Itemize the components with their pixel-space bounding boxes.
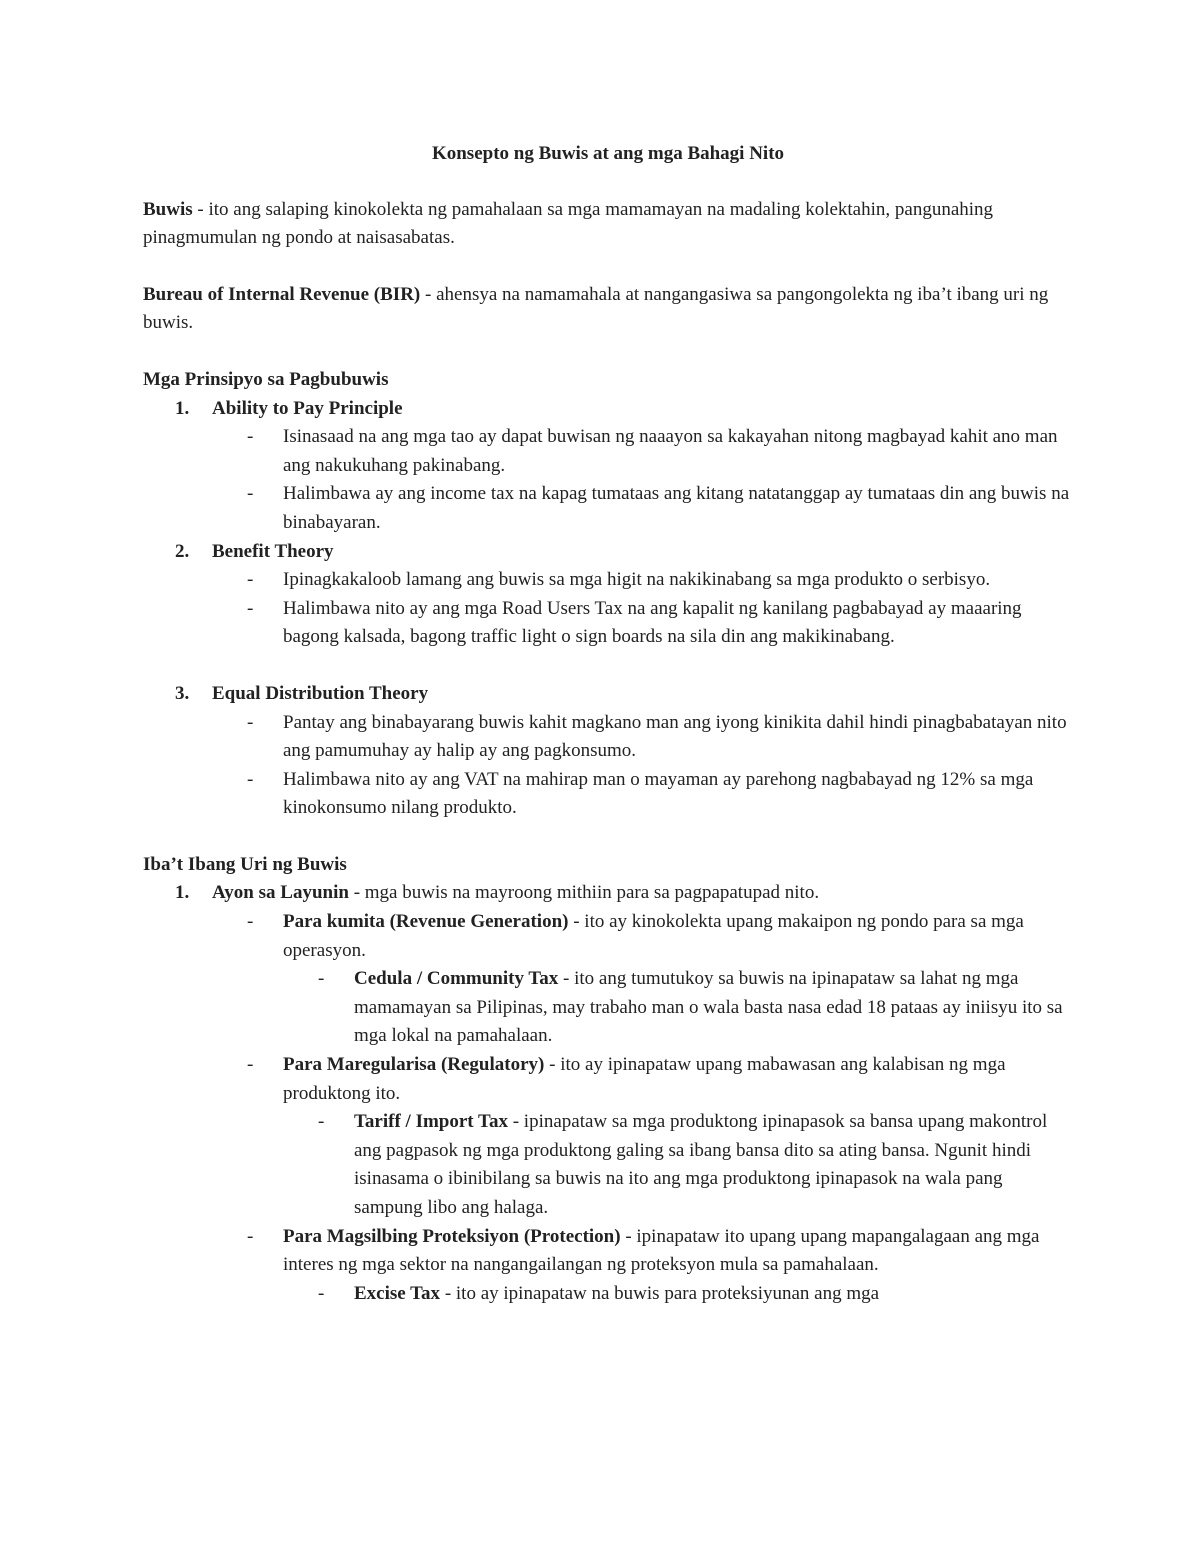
sub-type-text: - ito ay kinokolekta upang makaipon ng pondo para sa mga operasyon.	[283, 911, 1024, 961]
example-label: Excise Tax	[354, 1282, 441, 1304]
bullet-point	[143, 595, 1073, 652]
item-text: - mga buwis na mayroong mithiin para sa pagpapatupad nito.	[348, 882, 820, 904]
dash-marker: -	[247, 911, 254, 933]
item-label: Benefit Theory	[212, 540, 334, 562]
definition-text: - ahensya na namamahala at nangangasiwa sa pangongolekta ng iba’t ibang uri ng buwis.	[143, 283, 1049, 334]
example-text: - ito ang tumutukoy sa buwis na ipinapataw sa lahat ng mga mamamayan sa Pilipinas, may trabaho man o wala basta nasa edad 18 pataas ay iniisyu ito sa mga lokal na pamahalaan.	[354, 968, 1063, 1047]
example-item	[143, 1108, 1073, 1222]
sub-type-label: Para Maregularisa (Regulatory)	[283, 1054, 545, 1076]
bullet-text: Halimbawa ay ang income tax na kapag tumataas ang kitang natatanggap ay tumataas din ang buwis na binabayaran.	[283, 483, 1070, 533]
section-heading-types: Iba’t Ibang Uri ng Buwis	[143, 853, 347, 875]
example-label: Cedula / Community Tax	[354, 968, 559, 990]
item-number: 1.	[175, 882, 190, 904]
bullet-point	[143, 566, 1073, 595]
dash-marker: -	[318, 1282, 325, 1304]
dash-marker: -	[247, 711, 254, 733]
document-page	[143, 140, 1073, 1308]
example-label: Tariff / Import Tax	[354, 1111, 508, 1133]
sub-type	[143, 1051, 1073, 1108]
sub-type-text: - ipinapataw ito upang upang mapangalagaan ang mga interes ng mga sektor na nangangailangan ng proteksyon mula sa pamahalaan.	[283, 1225, 1040, 1276]
dash-marker: -	[318, 968, 325, 990]
example-item	[143, 1280, 1073, 1309]
item-number: 3.	[175, 682, 190, 704]
sub-type-text: - ito ay ipinapataw upang mabawasan ang kalabisan ng mga produktong ito.	[283, 1054, 1006, 1104]
dash-marker: -	[247, 597, 254, 619]
item-label: Equal Distribution Theory	[212, 682, 429, 704]
dash-marker: -	[247, 768, 254, 790]
spacer	[143, 823, 1073, 851]
bullet-point	[143, 709, 1073, 766]
definition-text: - ito ang salaping kinokolekta ng pamahalaan sa mga mamamayan na madaling kolektahin, pangunahing pinagmumulan ng pondo at naisasabatas.	[143, 198, 994, 249]
definition-term: Bureau of Internal Revenue (BIR)	[143, 283, 421, 305]
bullet-point	[143, 766, 1073, 823]
dash-marker: -	[247, 1225, 254, 1247]
example-text: - ito ay ipinapataw na buwis para proteksiyunan ang mga	[440, 1282, 880, 1304]
item-number: 2.	[175, 540, 190, 562]
principle-item	[143, 538, 1073, 567]
item-label: Ayon sa Layunin	[212, 882, 349, 904]
dash-marker: -	[247, 426, 254, 448]
sub-type	[143, 1223, 1073, 1280]
dash-marker: -	[247, 1054, 254, 1076]
bullet-text: Ipinagkakaloob lamang ang buwis sa mga higit na nakikinabang sa mga produkto o serbisyo.	[283, 569, 991, 591]
bullet-text: Halimbawa nito ay ang VAT na mahirap man o mayaman ay parehong nagbabayad ng 12% sa mga kinokonsumo nilang produkto.	[283, 768, 1034, 819]
type-item	[143, 879, 1073, 908]
bullet-text: Halimbawa nito ay ang mga Road Users Tax na ang kapalit ng kanilang pagbabayad ay maaaring bagong kalsada, bagong traffic light o sign boards na sila din ang makikinabang.	[283, 597, 1022, 648]
bullet-point	[143, 423, 1073, 480]
dash-marker: -	[247, 483, 254, 505]
dash-marker: -	[247, 569, 254, 591]
definition-buwis	[143, 196, 1073, 253]
bullet-point	[143, 480, 1073, 537]
principle-item	[143, 395, 1073, 424]
definition-bir	[143, 281, 1073, 338]
sub-type-label: Para Magsilbing Proteksiyon (Protection)	[283, 1225, 621, 1247]
dash-marker: -	[318, 1111, 325, 1133]
bullet-text: Pantay ang binabayarang buwis kahit magkano man ang iyong kinikita dahil hindi pinagbabatayan nito ang pamumuhay ay halip ay ang pagkonsumo.	[283, 711, 1067, 762]
item-number: 1.	[175, 397, 190, 419]
item-label: Ability to Pay Principle	[212, 397, 403, 419]
section-heading-principles: Mga Prinsipyo sa Pagbubuwis	[143, 368, 389, 390]
page-title: Konsepto ng Buwis at ang mga Bahagi Nito	[431, 143, 785, 164]
sub-type	[143, 908, 1073, 965]
bullet-text: Isinasaad na ang mga tao ay dapat buwisan ng naaayon sa kakayahan nitong magbayad kahit ano man ang nakukuhang pakinabang.	[283, 426, 1058, 476]
spacer	[143, 652, 1073, 680]
principle-item	[143, 680, 1073, 709]
example-text: - ipinapataw sa mga produktong ipinapasok sa bansa upang makontrol ang pagpasok ng mga produktong galing sa ibang bansa dito sa ating bansa. Ngunit hindi isinasama o ibinibilang sa buwis na ito ang mga produktong ipinapasok na wala pang sampung libo ang halaga.	[354, 1111, 1048, 1218]
sub-type-label: Para kumita (Revenue Generation)	[283, 911, 569, 933]
example-item	[143, 965, 1073, 1051]
definition-term: Buwis	[143, 198, 193, 220]
